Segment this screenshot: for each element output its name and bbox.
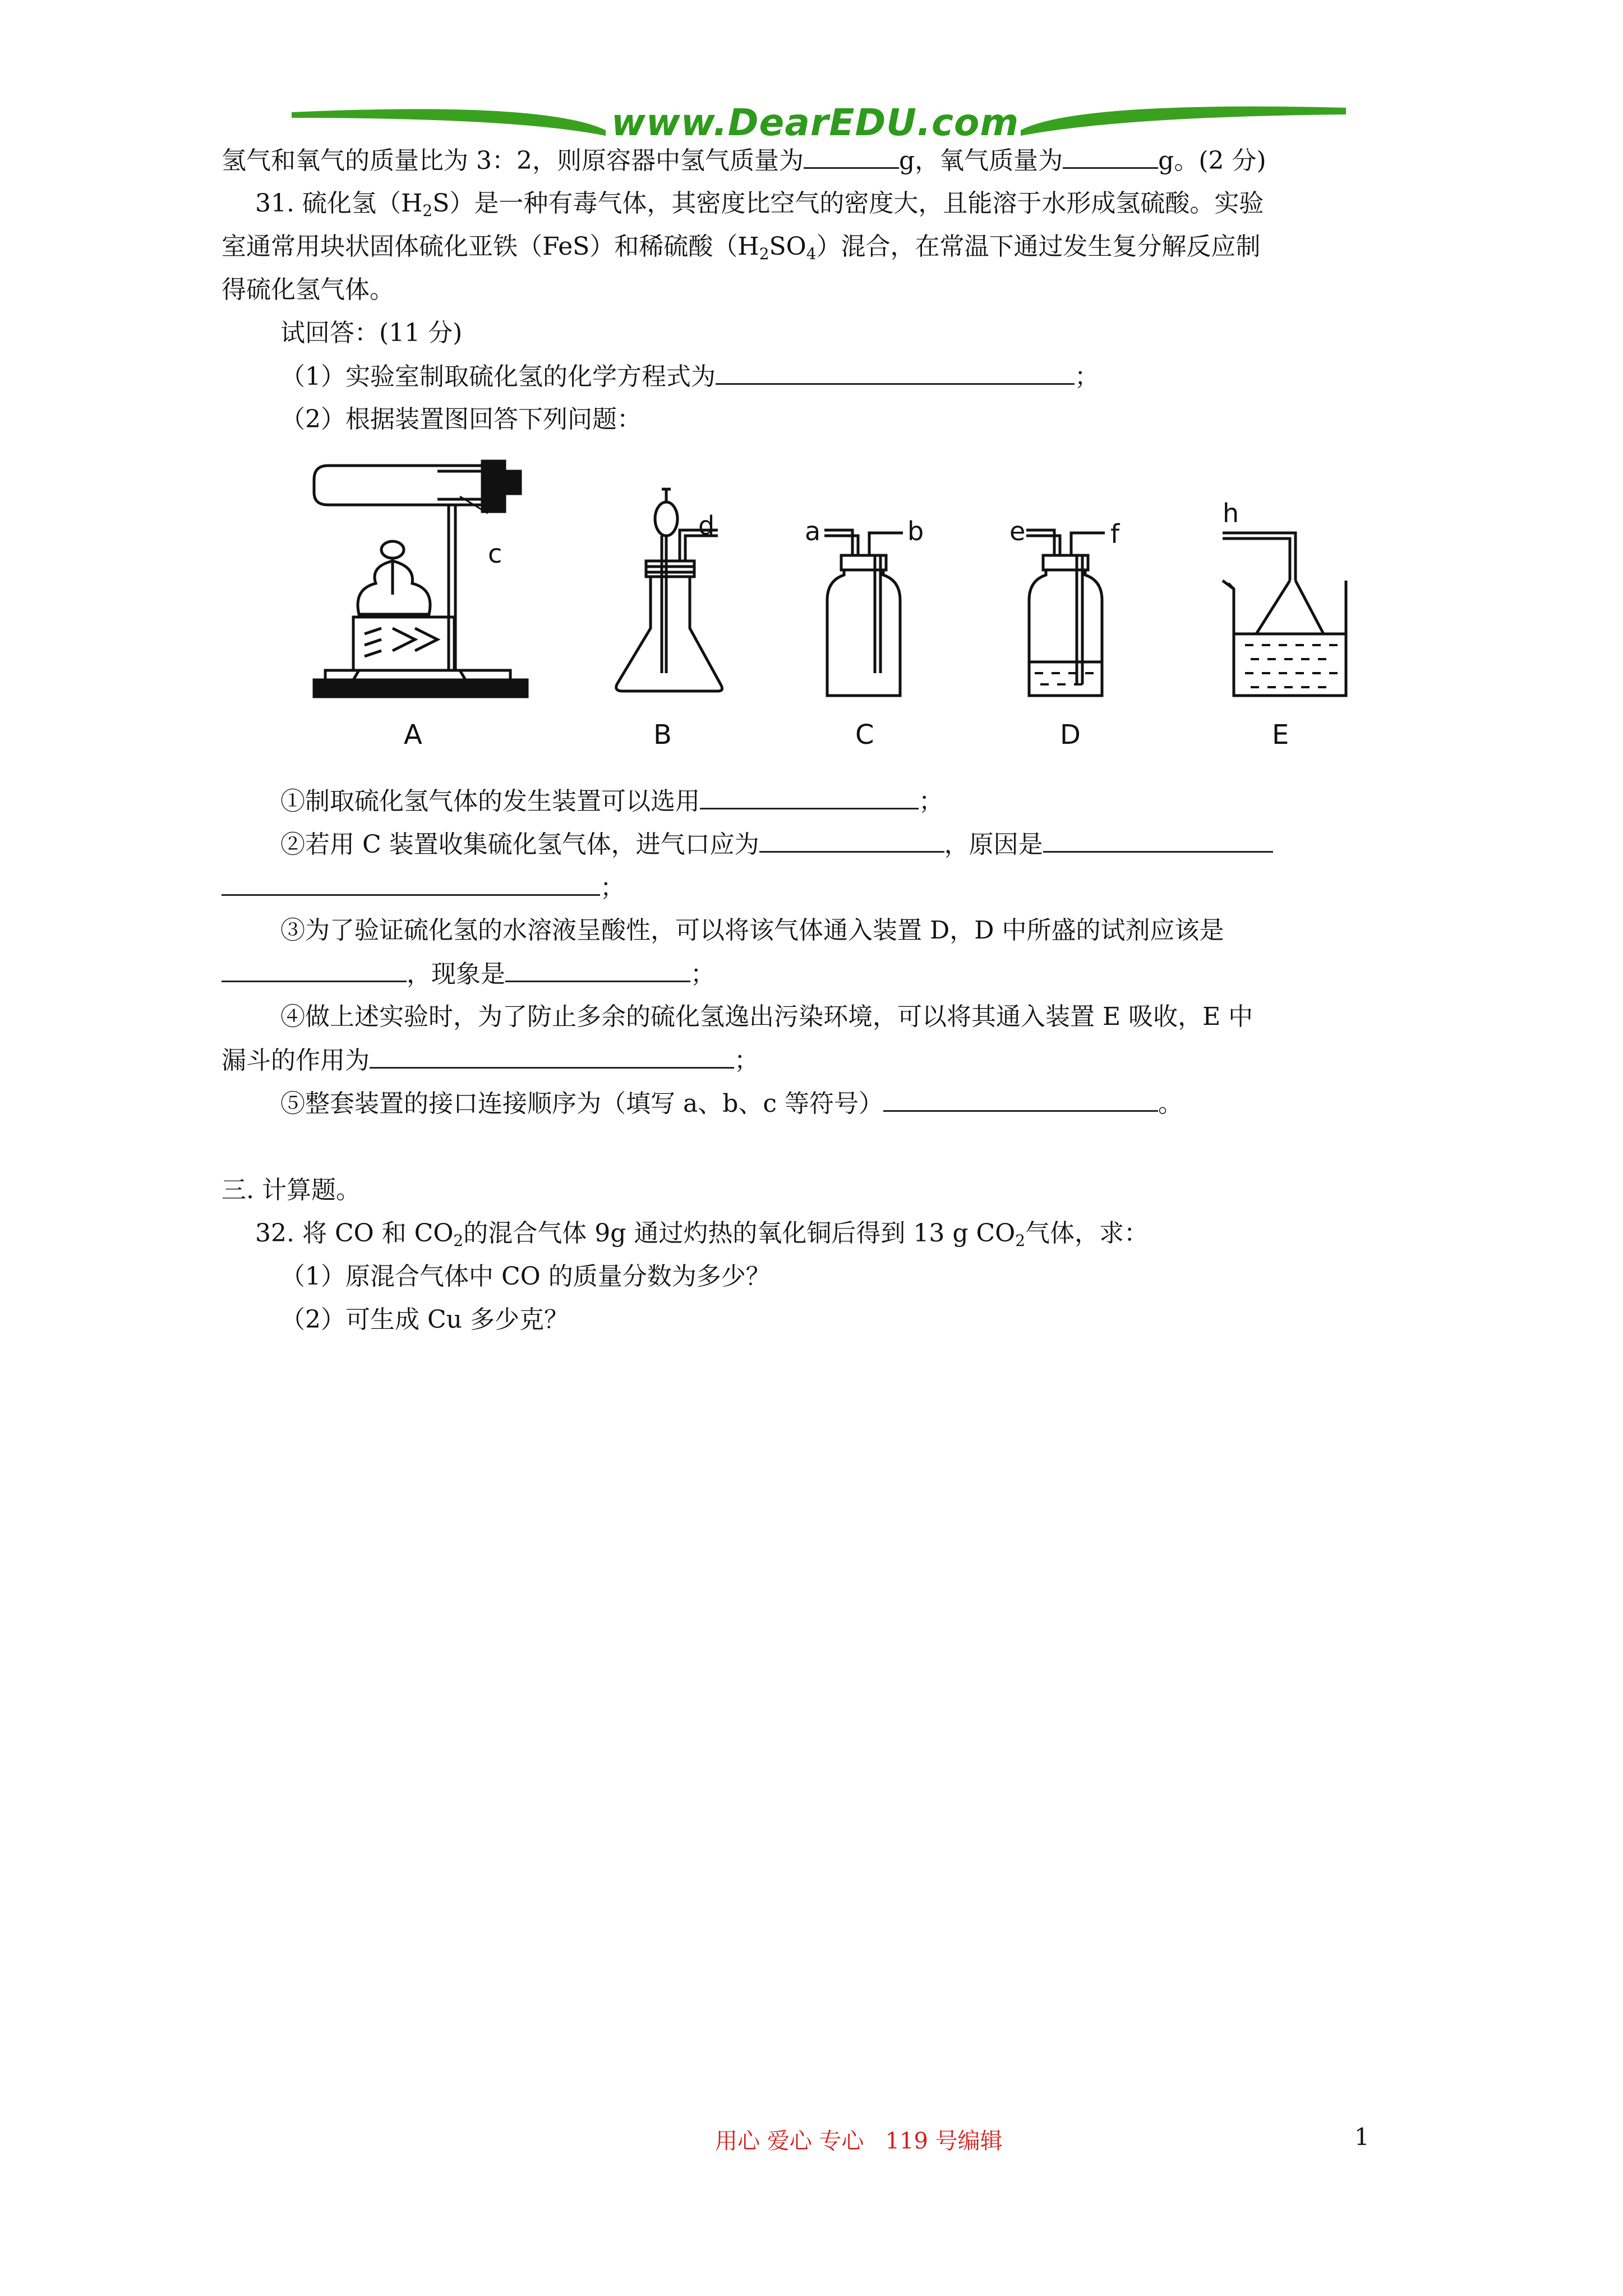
q30-text-c: g。(2 分) bbox=[1158, 146, 1266, 175]
answer-blank bbox=[505, 958, 690, 982]
q31-line-3 bbox=[222, 274, 394, 306]
sub-question-5-end: 。 bbox=[1158, 1089, 1183, 1118]
sub-question-1-text: ①制取硫化氢气体的发生装置可以选用 bbox=[280, 787, 700, 816]
port-label-d: d bbox=[698, 510, 715, 541]
sub-question-1 bbox=[280, 785, 943, 817]
sub-question-3-mid: ，现象是 bbox=[407, 960, 505, 988]
q30-continuation bbox=[222, 145, 1266, 177]
port-label-a: a bbox=[805, 516, 821, 546]
sub-question-4-end: ； bbox=[734, 1046, 759, 1075]
q30-text-a: 氢气和氧气的质量比为 3：2，则原容器中氢气质量为 bbox=[222, 146, 804, 175]
section-3-heading bbox=[222, 1175, 361, 1206]
answer-blank bbox=[716, 361, 1075, 385]
q31-text: 室通常用块状固体硫化亚铁（FeS）和稀硫酸（H bbox=[222, 232, 759, 261]
q32-part-2-text: （2）可生成 Cu 多少克？ bbox=[280, 1305, 569, 1334]
q32-part-1-text: （1）原混合气体中 CO 的质量分数为多少？ bbox=[280, 1262, 771, 1291]
answer-blank bbox=[222, 872, 600, 896]
caption-e: E bbox=[1272, 719, 1289, 751]
answer-blank bbox=[700, 785, 919, 809]
q31-text: SO bbox=[769, 232, 806, 261]
sub-question-3-text: ③为了验证硫化氢的水溶液呈酸性，可以将该气体通入装置 D，D 中所盛的试剂应该是 bbox=[280, 916, 1224, 945]
answer-blank bbox=[370, 1045, 734, 1069]
q31-text: S）是一种有毒气体，其密度比空气的密度大，且能溶于水形成氢硫酸。实验 bbox=[432, 189, 1264, 218]
apparatus-figure bbox=[303, 449, 1424, 763]
q30-text-b: g，氧气质量为 bbox=[898, 146, 1063, 175]
subscript: 2 bbox=[422, 201, 433, 220]
sub-question-4-text-b: 漏斗的作用为 bbox=[222, 1046, 370, 1075]
try-answer bbox=[280, 318, 462, 349]
q32-part-2 bbox=[280, 1304, 569, 1336]
q32-line bbox=[255, 1218, 1149, 1257]
q31-text: 得硫化氢气体。 bbox=[222, 275, 394, 304]
q32-text: 32. 将 CO 和 CO bbox=[255, 1219, 454, 1248]
apparatus-drawing bbox=[303, 449, 1424, 763]
part-2-text: （2）根据装置图回答下列问题： bbox=[280, 405, 642, 434]
caption-d: D bbox=[1060, 719, 1081, 751]
sub-question-2-text: ②若用 C 装置收集硫化氢气体，进气口应为 bbox=[280, 830, 759, 859]
apparatus-d-icon bbox=[1026, 530, 1105, 696]
sub-question-3 bbox=[280, 915, 1224, 946]
q32-text: 的混合气体 9g 通过灼热的氧化铜后得到 13 g CO bbox=[463, 1219, 1016, 1248]
port-label-b: b bbox=[907, 516, 924, 546]
answer-blank bbox=[1043, 829, 1273, 853]
sub-question-2-mid: ，原因是 bbox=[944, 830, 1043, 859]
subscript: 2 bbox=[759, 245, 769, 263]
answer-blank bbox=[759, 829, 944, 853]
section-3-text: 三. 计算题。 bbox=[222, 1176, 361, 1204]
sub-question-5-text: ⑤整套装置的接口连接顺序为（填写 a、b、c 等符号） bbox=[280, 1089, 884, 1118]
apparatus-a-icon bbox=[314, 461, 527, 697]
caption-a: A bbox=[404, 719, 422, 751]
apparatus-e-icon bbox=[1223, 533, 1346, 696]
part-1-text: （1）实验室制取硫化氢的化学方程式为 bbox=[280, 362, 716, 391]
footer-text: 用心 爱心 专心 119 号编辑 bbox=[715, 2128, 1003, 2154]
apparatus-c-icon bbox=[824, 530, 903, 696]
sub-question-2-cont bbox=[222, 872, 625, 904]
caption-c: C bbox=[855, 719, 874, 751]
caption-b: B bbox=[653, 719, 672, 751]
answer-blank bbox=[222, 958, 407, 982]
answer-blank bbox=[1063, 145, 1158, 169]
subscript: 2 bbox=[1015, 1231, 1026, 1250]
port-label-h: h bbox=[1223, 498, 1239, 528]
sub-question-3-cont bbox=[222, 958, 715, 990]
part-1-end: ； bbox=[1075, 362, 1099, 391]
q32-text: 气体，求： bbox=[1025, 1219, 1149, 1248]
q31-text: ）混合，在常温下通过发生复分解反应制 bbox=[816, 232, 1261, 261]
answer-blank bbox=[883, 1088, 1158, 1112]
sub-question-1-end: ； bbox=[919, 787, 943, 816]
port-label-f: f bbox=[1110, 519, 1120, 549]
port-label-c: c bbox=[488, 539, 502, 569]
sub-question-4-cont bbox=[222, 1045, 759, 1076]
q32-part-1 bbox=[280, 1261, 771, 1292]
part-2 bbox=[280, 404, 642, 435]
q31-line-2 bbox=[222, 231, 1261, 270]
logo-text: www.DearEDU.com bbox=[611, 101, 1020, 144]
sub-question-3-end: ； bbox=[690, 960, 715, 988]
part-1 bbox=[280, 361, 1099, 393]
page-number: 1 bbox=[1354, 2123, 1370, 2151]
subscript: 2 bbox=[453, 1231, 464, 1250]
q31-text: 硫化氢（H bbox=[302, 189, 423, 218]
sub-question-5 bbox=[280, 1088, 1183, 1120]
question-number: 31. bbox=[255, 189, 294, 218]
port-label-e: e bbox=[1009, 516, 1026, 546]
answer-blank bbox=[804, 145, 899, 169]
subscript: 4 bbox=[806, 245, 817, 263]
sub-question-2 bbox=[280, 829, 1273, 861]
sub-question-2-end: ； bbox=[600, 873, 625, 902]
q31-line-1 bbox=[255, 188, 1264, 227]
try-answer-text: 试回答：(11 分) bbox=[280, 319, 463, 347]
sub-question-4-text: ④做上述实验时，为了防止多余的硫化氢逸出污染环境，可以将其通入装置 E 吸收，E 中 bbox=[280, 1002, 1253, 1031]
sub-question-4 bbox=[280, 1001, 1253, 1033]
